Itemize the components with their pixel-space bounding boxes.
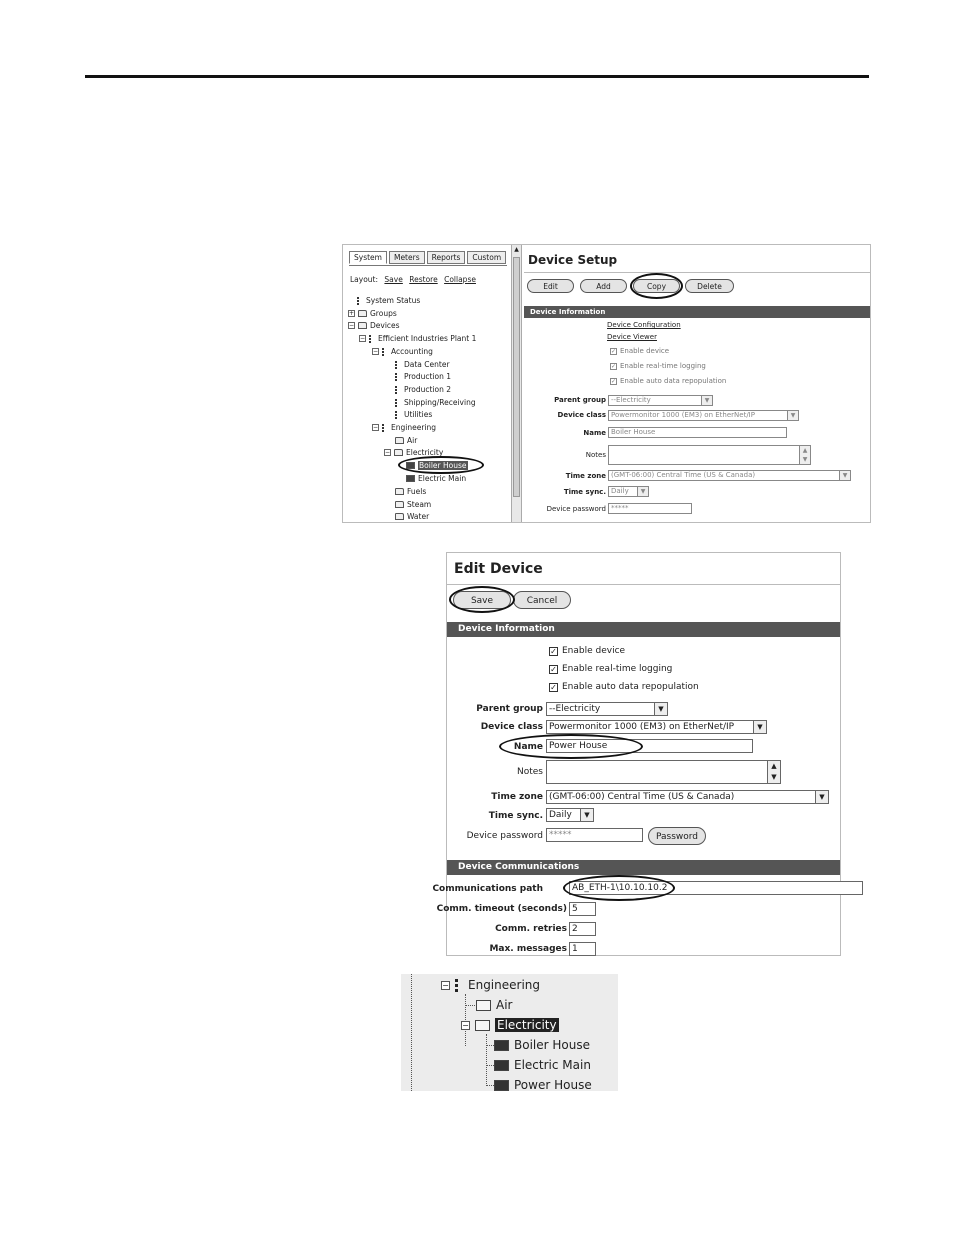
notes-label: Notes [517, 767, 543, 777]
tree-item-plant[interactable] [359, 334, 476, 343]
enable-device-checkbox[interactable] [549, 646, 625, 656]
save-button[interactable]: Save [453, 591, 511, 609]
tree-label: Electric Main [514, 1058, 591, 1072]
tree-label: Production 1 [404, 372, 452, 381]
tab-reports[interactable]: Reports [427, 251, 466, 264]
layout-restore-link[interactable]: Restore [409, 275, 438, 284]
tree-label: Steam [407, 500, 432, 509]
parent-group-select[interactable] [608, 395, 713, 406]
tree-scrollbar[interactable] [511, 245, 522, 522]
tree-item-electricity[interactable] [384, 448, 443, 457]
folder-icon [395, 488, 404, 495]
collapse-icon[interactable]: − [373, 424, 379, 431]
tree-item-electric-main[interactable] [494, 1058, 591, 1072]
tree-item-electricity[interactable] [461, 1018, 559, 1032]
hierarchy-icon [395, 399, 401, 407]
device-password-field[interactable]: ***** [546, 828, 643, 842]
hierarchy-icon [395, 386, 401, 394]
tree-item-fuels[interactable] [395, 487, 426, 496]
tree-guide-line [411, 974, 412, 1091]
tree-label: Shipping/Receiving [404, 398, 476, 407]
folder-icon [395, 437, 404, 444]
device-class-select[interactable] [546, 720, 767, 734]
folder-open-icon [475, 1020, 490, 1031]
comm-timeout-field[interactable]: 5 [569, 902, 596, 916]
chevron-down-icon: ▼ [580, 809, 593, 821]
collapse-icon[interactable]: − [462, 1020, 469, 1030]
chevron-down-icon: ▼ [654, 703, 667, 715]
device-setup-pane [524, 245, 870, 522]
tree-guide-line [486, 1065, 494, 1066]
collapse-icon[interactable]: − [442, 980, 449, 990]
device-communications-header: Device Communications [447, 860, 840, 875]
collapse-icon[interactable]: − [373, 348, 379, 355]
meter-icon [494, 1040, 509, 1051]
communications-path-label: Communications path [432, 884, 543, 894]
edit-button[interactable]: Edit [527, 279, 574, 293]
tab-custom[interactable]: Custom [467, 251, 506, 264]
tree-label: Electric Main [418, 474, 467, 483]
checkbox-icon: ✓ [550, 646, 557, 656]
tree-label: Water [407, 512, 430, 521]
tree-label: Engineering [391, 423, 436, 432]
tree-label: Electricity [406, 448, 444, 457]
delete-button[interactable]: Delete [685, 279, 734, 293]
tab-system[interactable]: System [349, 251, 387, 264]
tree-item-boiler-house[interactable] [406, 461, 468, 470]
name-label: Name [583, 429, 606, 437]
notes-textarea[interactable] [608, 445, 811, 465]
hierarchy-icon [382, 348, 388, 356]
collapse-icon[interactable]: − [385, 449, 391, 456]
max-messages-label: Max. messages [489, 944, 567, 954]
chevron-down-icon: ▼ [701, 396, 712, 405]
device-setup-screenshot [342, 244, 871, 523]
edit-device-screenshot [432, 552, 841, 956]
meter-icon [406, 462, 415, 469]
parent-group-label: Parent group [554, 396, 606, 404]
layout-label: Layout: [350, 275, 379, 284]
time-sync-label: Time sync. [488, 811, 543, 821]
meter-icon [494, 1060, 509, 1071]
tree-label: Power House [514, 1078, 592, 1092]
tree-guide-line [486, 1045, 494, 1046]
name-label: Name [513, 742, 543, 752]
page-title: Edit Device [454, 561, 543, 577]
checkbox-label: Enable auto data repopulation [620, 377, 727, 385]
tree-item-air[interactable] [395, 436, 417, 445]
realtime-logging-checkbox[interactable] [610, 362, 706, 370]
scroll-up-icon[interactable]: ▲ [514, 246, 519, 253]
chevron-down-icon: ▼ [753, 721, 766, 733]
tree-item-power-house[interactable] [494, 1078, 592, 1092]
communications-path-field[interactable]: AB_ETH-1\10.10.10.2 [569, 881, 863, 895]
device-password-label: Device password [546, 505, 606, 513]
name-field[interactable]: Power House [546, 739, 753, 753]
select-value: Daily [549, 810, 572, 820]
select-value: Powermonitor 1000 (EM3) on EtherNet/IP [611, 411, 755, 419]
tree-item-accounting[interactable] [372, 347, 433, 356]
tree-result-screenshot [401, 974, 618, 1091]
parent-group-label: Parent group [476, 704, 543, 714]
folder-icon [395, 501, 404, 508]
tree-item-groups[interactable] [348, 309, 397, 318]
hierarchy-icon [395, 411, 401, 419]
comm-timeout-label: Comm. timeout (seconds) [436, 904, 567, 914]
max-messages-field[interactable]: 1 [569, 942, 596, 956]
meter-icon [406, 475, 415, 482]
select-value: Powermonitor 1000 (EM3) on EtherNet/IP [549, 722, 735, 732]
hierarchy-icon [369, 335, 375, 343]
tree-label: Data Center [404, 360, 450, 369]
tree-item-water[interactable] [395, 512, 429, 521]
copy-button[interactable]: Copy [633, 279, 680, 293]
hierarchy-icon [395, 373, 401, 381]
layout-save-link[interactable]: Save [384, 275, 403, 284]
checkbox-label: Enable device [620, 347, 670, 355]
hierarchy-icon [395, 361, 401, 369]
time-zone-select[interactable] [546, 790, 829, 804]
device-information-header: Device Information [524, 306, 870, 318]
tree-label: Efficient Industries Plant 1 [378, 334, 477, 343]
tree-item-shipping[interactable] [395, 398, 476, 407]
layout-toolbar [350, 275, 476, 284]
select-value: --Electricity [611, 396, 651, 404]
tree-item-engineering[interactable] [441, 978, 540, 992]
comm-retries-label: Comm. retries [495, 924, 567, 934]
tree-item-system-status[interactable] [357, 296, 420, 305]
title-divider [524, 272, 870, 273]
tree-label: System Status [366, 296, 421, 305]
meter-icon [494, 1080, 509, 1091]
folder-open-icon [394, 449, 403, 456]
title-divider [447, 584, 840, 585]
time-sync-select[interactable] [608, 486, 649, 497]
time-sync-select[interactable] [546, 808, 594, 822]
comm-retries-field[interactable]: 2 [569, 922, 596, 936]
device-class-label: Device class [557, 411, 606, 419]
add-button[interactable]: Add [580, 279, 627, 293]
tab-underline [349, 265, 507, 266]
device-class-label: Device class [480, 722, 543, 732]
tree-label: Air [496, 998, 513, 1012]
checkbox-label: Enable device [562, 646, 626, 656]
chevron-down-icon: ▼ [815, 791, 828, 803]
tree-label: Engineering [468, 978, 540, 992]
tree-item-devices[interactable] [348, 321, 400, 330]
tree-item-air[interactable] [476, 998, 512, 1012]
device-information-header: Device Information [447, 622, 840, 637]
tree-guide-line [486, 1034, 487, 1086]
realtime-logging-checkbox[interactable] [549, 664, 672, 674]
tree-label: Utilities [404, 410, 433, 419]
chevron-down-icon: ▼ [839, 471, 850, 480]
layout-collapse-link[interactable]: Collapse [444, 275, 476, 284]
folder-icon [358, 310, 367, 317]
folder-icon [476, 1000, 491, 1011]
tree-item-electric-main[interactable] [406, 474, 466, 483]
collapse-icon[interactable]: − [349, 322, 355, 329]
tree-item-production-2[interactable] [395, 385, 451, 394]
tree-label: Fuels [407, 487, 427, 496]
checkbox-icon: ✓ [611, 347, 617, 355]
device-viewer-link[interactable]: Device Viewer [607, 333, 657, 341]
tree-item-data-center[interactable] [395, 360, 450, 369]
time-zone-select[interactable] [608, 470, 851, 481]
tree-guide-line [486, 1085, 494, 1086]
time-sync-label: Time sync. [563, 488, 606, 496]
device-password-label: Device password [466, 831, 543, 841]
checkbox-icon: ✓ [611, 362, 617, 370]
textarea-scroll-icon[interactable]: ▲ ▼ [799, 446, 810, 464]
tree-label: Groups [370, 309, 397, 318]
device-password-field[interactable]: ***** [608, 503, 692, 514]
checkbox-icon: ✓ [550, 682, 557, 692]
tree-item-boiler-house[interactable] [494, 1038, 590, 1052]
tree-label: Boiler House [514, 1038, 590, 1052]
hierarchy-icon [382, 424, 388, 432]
select-value: --Electricity [549, 704, 601, 714]
tree-item-production-1[interactable] [395, 372, 451, 381]
textarea-scroll-icon[interactable]: ▲ ▼ [767, 761, 780, 783]
checkbox-label: Enable real-time logging [562, 664, 673, 674]
auto-repopulation-checkbox[interactable] [610, 377, 726, 385]
tree-label: Production 2 [404, 385, 452, 394]
checkbox-label: Enable real-time logging [620, 362, 706, 370]
select-value: (GMT-06:00) Central Time (US & Canada) [611, 471, 756, 479]
device-class-select[interactable] [608, 410, 799, 421]
enable-device-checkbox[interactable] [610, 347, 669, 355]
checkbox-label: Enable auto data repopulation [562, 682, 699, 692]
navigation-tree-pane [343, 245, 511, 522]
tab-meters[interactable]: Meters [389, 251, 425, 264]
time-zone-label: Time zone [565, 472, 606, 480]
collapse-icon[interactable]: − [360, 335, 366, 342]
select-value: Daily [611, 487, 629, 495]
page-top-rule [85, 75, 869, 78]
device-configuration-link[interactable]: Device Configuration [607, 321, 681, 329]
tree-label: Electricity [497, 1018, 557, 1032]
scroll-thumb[interactable] [513, 257, 520, 497]
hierarchy-icon [455, 979, 463, 992]
name-field[interactable]: Boiler House [608, 427, 787, 438]
parent-group-select[interactable] [546, 702, 668, 716]
chevron-down-icon: ▼ [637, 487, 648, 496]
folder-icon [395, 513, 404, 520]
page-title: Device Setup [528, 253, 618, 267]
tree-item-steam[interactable] [395, 500, 431, 509]
chevron-down-icon: ▼ [787, 411, 798, 420]
tree-item-utilities[interactable] [395, 410, 432, 419]
network-icon [357, 297, 363, 305]
tree-tabs [349, 251, 506, 264]
auto-repopulation-checkbox[interactable] [549, 682, 699, 692]
password-button[interactable]: Password [648, 827, 706, 845]
notes-textarea[interactable] [546, 760, 781, 784]
notes-label: Notes [585, 451, 606, 459]
tree-item-engineering[interactable] [372, 423, 436, 432]
cancel-button[interactable]: Cancel [513, 591, 571, 609]
folder-open-icon [358, 322, 367, 329]
time-zone-label: Time zone [491, 792, 543, 802]
tree-label: Devices [370, 321, 400, 330]
checkbox-icon: ✓ [611, 377, 617, 385]
expand-icon[interactable]: + [349, 310, 355, 317]
select-value: (GMT-06:00) Central Time (US & Canada) [549, 792, 735, 802]
checkbox-icon: ✓ [550, 664, 557, 674]
tree-label: Accounting [391, 347, 433, 356]
tree-label: Air [407, 436, 418, 445]
tree-label: Boiler House [419, 461, 467, 470]
